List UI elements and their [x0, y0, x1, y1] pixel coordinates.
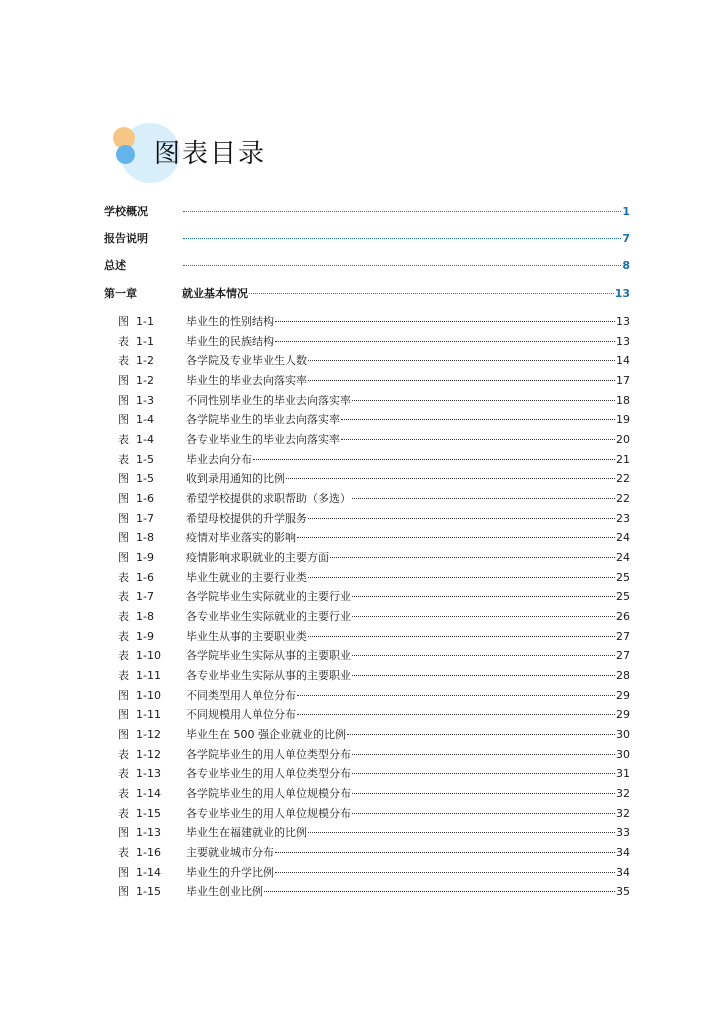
toc-page-number: 20 [616, 433, 630, 446]
entry-number: 1-8 [136, 610, 154, 623]
entry-number: 1-6 [136, 571, 154, 584]
entry-kind: 表 [118, 669, 129, 682]
toc-entry-key: 总述 [104, 259, 126, 272]
dot-leader [297, 714, 615, 715]
entry-kind: 表 [118, 767, 129, 780]
toc-page-number: 32 [616, 787, 630, 800]
toc-page-number: 13 [616, 315, 630, 328]
toc-entry-label [118, 667, 351, 683]
toc-figure-entry[interactable] [118, 333, 630, 349]
entry-kind: 表 [118, 787, 129, 800]
dot-leader [297, 537, 615, 538]
toc-page-number: 32 [616, 807, 630, 820]
toc-figure-entry[interactable] [118, 549, 630, 565]
dot-leader [352, 655, 615, 656]
toc-page-number: 25 [616, 590, 630, 603]
toc-page-number: 29 [616, 708, 630, 721]
toc-entry-label [118, 726, 346, 742]
toc-top-entry[interactable] [104, 203, 630, 219]
toc-page-number: 7 [622, 232, 630, 245]
entry-number: 1-7 [136, 590, 154, 603]
entry-title: 各学院毕业生的毕业去向落实率 [186, 413, 340, 426]
dot-leader [253, 459, 615, 460]
entry-number: 1-1 [136, 335, 154, 348]
toc-entry-label [118, 411, 340, 427]
entry-title: 各学院毕业生的用人单位类型分布 [186, 748, 351, 761]
toc-entry-label [118, 352, 307, 368]
dot-leader [308, 832, 615, 833]
entry-number: 1-16 [136, 846, 161, 859]
entry-kind: 图 [118, 826, 129, 839]
entry-number: 1-13 [136, 767, 161, 780]
dot-leader [275, 852, 615, 853]
toc-entry-label [118, 805, 351, 821]
dot-leader [352, 754, 615, 755]
entry-kind: 表 [118, 610, 129, 623]
toc-page-number: 21 [616, 453, 630, 466]
toc-entry-label [118, 765, 351, 781]
entry-title: 毕业生的民族结构 [186, 335, 274, 348]
entry-title: 毕业生创业比例 [186, 885, 263, 898]
toc-entry-label [118, 451, 252, 467]
toc-page-number: 23 [616, 512, 630, 525]
toc-entry-label [118, 844, 274, 860]
entry-number: 1-14 [136, 866, 161, 879]
entry-kind: 表 [118, 630, 129, 643]
toc-page-number: 29 [616, 689, 630, 702]
entry-title: 收到录用通知的比例 [186, 472, 285, 485]
entry-title: 各专业毕业生的毕业去向落实率 [186, 433, 340, 446]
entry-kind: 表 [118, 807, 129, 820]
dot-leader [183, 211, 621, 212]
entry-kind: 表 [118, 748, 129, 761]
toc-figure-entry[interactable] [118, 706, 630, 722]
toc-top-entry[interactable] [104, 257, 630, 273]
entry-number: 1-12 [136, 728, 161, 741]
entry-kind: 图 [118, 551, 129, 564]
dot-leader [352, 675, 615, 676]
toc-figure-entry[interactable] [118, 647, 630, 663]
toc-entry-label [118, 588, 351, 604]
dot-leader [352, 773, 615, 774]
entry-kind: 图 [118, 531, 129, 544]
entry-kind: 表 [118, 571, 129, 584]
toc-figure-entry[interactable] [118, 824, 630, 840]
entry-title: 毕业去向分布 [186, 453, 252, 466]
entry-number: 1-10 [136, 689, 161, 702]
entry-title: 各学院毕业生实际就业的主要行业 [186, 590, 351, 603]
entry-title: 毕业生的毕业去向落实率 [186, 374, 307, 387]
dot-leader [264, 891, 615, 892]
toc-figure-entry[interactable] [118, 352, 630, 368]
toc-figure-entry[interactable] [118, 667, 630, 683]
toc-entry-label [118, 706, 296, 722]
toc-figure-entry[interactable] [118, 372, 630, 388]
entry-title: 希望学校提供的求职帮助（多选） [186, 492, 351, 505]
toc-figure-entry[interactable] [118, 529, 630, 545]
dot-leader [308, 518, 615, 519]
toc-entry-label [118, 392, 351, 408]
toc-figure-entry[interactable] [118, 687, 630, 703]
entry-number: 1-15 [136, 885, 161, 898]
entry-number: 1-5 [136, 453, 154, 466]
toc-figure-entry[interactable] [118, 785, 630, 801]
toc-page-number: 22 [616, 472, 630, 485]
entry-title: 毕业生在福建就业的比例 [186, 826, 307, 839]
toc-page-number: 24 [616, 531, 630, 544]
dot-leader [183, 265, 621, 266]
dot-leader [275, 872, 615, 873]
entry-title: 疫情影响求职就业的主要方面 [186, 551, 329, 564]
entry-kind: 图 [118, 708, 129, 721]
entry-kind: 图 [118, 374, 129, 387]
dot-leader [275, 341, 615, 342]
toc-page-number: 13 [616, 335, 630, 348]
decorative-circle-blue [116, 145, 135, 164]
dot-leader [286, 478, 615, 479]
entry-number: 1-15 [136, 807, 161, 820]
toc-figure-entry[interactable] [118, 726, 630, 742]
toc-entry-label [118, 883, 263, 899]
toc-entry-label [118, 687, 296, 703]
toc-page-number: 22 [616, 492, 630, 505]
toc-entry-label [118, 569, 307, 585]
entry-title: 各专业毕业生的用人单位规模分布 [186, 807, 351, 820]
toc-entry-label [118, 510, 307, 526]
entry-number: 1-8 [136, 531, 154, 544]
toc-page-number: 25 [616, 571, 630, 584]
entry-title: 毕业生就业的主要行业类 [186, 571, 307, 584]
toc-page-number: 28 [616, 669, 630, 682]
toc-page-number: 34 [616, 866, 630, 879]
toc-figure-entry[interactable] [118, 844, 630, 860]
dot-leader [352, 616, 615, 617]
entry-kind: 图 [118, 866, 129, 879]
entry-number: 1-3 [136, 394, 154, 407]
entry-kind: 表 [118, 649, 129, 662]
toc-page-number: 19 [616, 413, 630, 426]
toc-figure-entry[interactable] [118, 490, 630, 506]
entry-number: 1-9 [136, 630, 154, 643]
dot-leader [308, 380, 615, 381]
entry-title: 疫情对毕业落实的影响 [186, 531, 296, 544]
dot-leader [308, 360, 615, 361]
toc-page-number: 13 [614, 287, 630, 300]
toc-page-number: 26 [616, 610, 630, 623]
toc-entry-title: 就业基本情况 [182, 287, 248, 300]
entry-kind: 表 [118, 433, 129, 446]
entry-number: 1-11 [136, 669, 161, 682]
entry-title: 各学院及专业毕业生人数 [186, 354, 307, 367]
dot-leader [352, 793, 615, 794]
toc-page-number: 27 [616, 649, 630, 662]
entry-number: 1-4 [136, 413, 154, 426]
toc-figure-entry[interactable] [118, 569, 630, 585]
entry-number: 1-1 [136, 315, 154, 328]
toc-page-number: 30 [616, 728, 630, 741]
toc-entry-label [118, 313, 274, 329]
entry-kind: 图 [118, 728, 129, 741]
toc-page-number: 24 [616, 551, 630, 564]
entry-title: 毕业生的性别结构 [186, 315, 274, 328]
entry-title: 毕业生从事的主要职业类 [186, 630, 307, 643]
entry-title: 毕业生在 500 强企业就业的比例 [186, 728, 346, 741]
entry-title: 各学院毕业生实际从事的主要职业 [186, 649, 351, 662]
dot-leader [352, 813, 615, 814]
entry-title: 不同类型用人单位分布 [186, 689, 296, 702]
entry-number: 1-4 [136, 433, 154, 446]
dot-leader [347, 734, 615, 735]
entry-number: 1-7 [136, 512, 154, 525]
toc-figure-entry[interactable] [118, 805, 630, 821]
dot-leader [308, 577, 615, 578]
toc-entry-label [118, 647, 351, 663]
entry-title: 各专业毕业生实际从事的主要职业 [186, 669, 351, 682]
entry-kind: 表 [118, 354, 129, 367]
toc-figure-entry[interactable] [118, 588, 630, 604]
entry-kind: 图 [118, 413, 129, 426]
entry-number: 1-9 [136, 551, 154, 564]
toc-page-number: 34 [616, 846, 630, 859]
entry-title: 各专业毕业生的用人单位类型分布 [186, 767, 351, 780]
entry-title: 各专业毕业生实际就业的主要行业 [186, 610, 351, 623]
dot-leader [183, 238, 621, 239]
entry-number: 1-11 [136, 708, 161, 721]
toc-entry-label [118, 785, 351, 801]
entry-number: 1-14 [136, 787, 161, 800]
entry-kind: 图 [118, 689, 129, 702]
toc-figure-entry[interactable] [118, 313, 630, 329]
entry-title: 不同性别毕业生的毕业去向落实率 [186, 394, 351, 407]
toc-page-number: 27 [616, 630, 630, 643]
entry-kind: 图 [118, 492, 129, 505]
toc-page-number: 18 [616, 394, 630, 407]
dot-leader [330, 557, 615, 558]
toc-figure-entry[interactable] [118, 746, 630, 762]
toc-figure-entry[interactable] [118, 608, 630, 624]
dot-leader [352, 400, 615, 401]
toc-entry-key: 第一章 [104, 287, 137, 300]
toc-page-number: 1 [622, 205, 630, 218]
toc-entry-key: 报告说明 [104, 232, 148, 245]
toc-entry-label [118, 549, 329, 565]
toc-figure-entry[interactable] [118, 392, 630, 408]
entry-number: 1-2 [136, 374, 154, 387]
entry-number: 1-5 [136, 472, 154, 485]
dot-leader [352, 596, 615, 597]
entry-title: 希望母校提供的升学服务 [186, 512, 307, 525]
toc-figure-entry[interactable] [118, 470, 630, 486]
toc-entry-label [118, 824, 307, 840]
dot-leader [352, 498, 615, 499]
entry-number: 1-13 [136, 826, 161, 839]
dot-leader [297, 695, 615, 696]
dot-leader [341, 439, 615, 440]
dot-leader [275, 321, 615, 322]
entry-kind: 图 [118, 472, 129, 485]
toc-entry-label [118, 864, 274, 880]
toc-header [108, 120, 408, 190]
entry-kind: 图 [118, 315, 129, 328]
entry-kind: 表 [118, 453, 129, 466]
toc-page-number: 31 [616, 767, 630, 780]
toc-figure-entry[interactable] [118, 765, 630, 781]
toc-entry-key: 学校概况 [104, 205, 148, 218]
toc-top-entry[interactable] [104, 230, 630, 246]
toc-entry-label [118, 746, 351, 762]
toc-entry-label [118, 529, 296, 545]
entry-title: 毕业生的升学比例 [186, 866, 274, 879]
toc-entry-label [118, 490, 351, 506]
toc-figure-entry[interactable] [118, 628, 630, 644]
entry-kind: 图 [118, 512, 129, 525]
toc-page-number: 17 [616, 374, 630, 387]
entry-kind: 图 [118, 394, 129, 407]
toc-figure-entry[interactable] [118, 411, 630, 427]
toc-entry-label [118, 431, 340, 447]
toc-page-number: 14 [616, 354, 630, 367]
entry-title: 主要就业城市分布 [186, 846, 274, 859]
toc-entry-label [118, 333, 274, 349]
toc-entry-label [118, 628, 307, 644]
dot-leader [308, 636, 615, 637]
toc-figure-entry[interactable] [118, 864, 630, 880]
toc-page-number: 8 [622, 259, 630, 272]
entry-kind: 表 [118, 335, 129, 348]
entry-title: 不同规模用人单位分布 [186, 708, 296, 721]
dot-leader [249, 293, 614, 294]
entry-title: 各学院毕业生的用人单位规模分布 [186, 787, 351, 800]
toc-figure-entry[interactable] [118, 510, 630, 526]
toc-figure-entry[interactable] [118, 431, 630, 447]
toc-figure-entry[interactable] [118, 883, 630, 899]
entry-number: 1-2 [136, 354, 154, 367]
entry-kind: 图 [118, 885, 129, 898]
toc-entry-label [118, 608, 351, 624]
entry-kind: 表 [118, 590, 129, 603]
entry-number: 1-12 [136, 748, 161, 761]
toc-top-entry[interactable] [104, 285, 630, 301]
entry-kind: 表 [118, 846, 129, 859]
page-title: 图表目录 [154, 139, 267, 169]
dot-leader [341, 419, 615, 420]
entry-number: 1-6 [136, 492, 154, 505]
toc-entry-label [118, 470, 285, 486]
toc-page-number: 30 [616, 748, 630, 761]
entry-number: 1-10 [136, 649, 161, 662]
toc-figure-entry[interactable] [118, 451, 630, 467]
toc-page-number: 33 [616, 826, 630, 839]
toc-page-number: 35 [616, 885, 630, 898]
toc-entry-label [118, 372, 307, 388]
